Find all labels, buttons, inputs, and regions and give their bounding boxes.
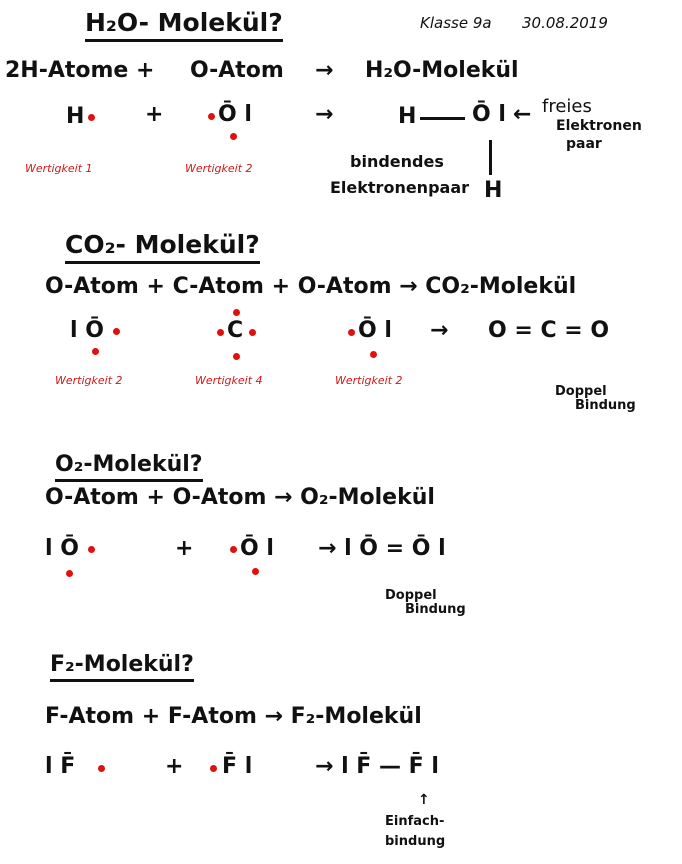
h2o-eq-left: 2H-Atome + — [5, 58, 155, 83]
electron-dot — [88, 114, 95, 121]
f2-equation: F-Atom + F-Atom → F₂-Molekül — [45, 704, 422, 729]
reaction-arrow: → — [315, 102, 334, 127]
electron-dot — [217, 329, 224, 336]
f-atom: F̄ l — [222, 754, 253, 779]
plus-sign: + — [165, 754, 184, 779]
electron-dot — [370, 351, 377, 358]
o2-product: → l Ō = Ō l — [318, 536, 446, 561]
f2-title: F₂-Molekül? — [50, 652, 194, 682]
electron-dot — [348, 329, 355, 336]
free-pair-label-3: paar — [566, 136, 602, 152]
electron-dot — [249, 329, 256, 336]
valence-label: Wertigkeit 4 — [195, 374, 263, 387]
class-label: Klasse 9a — [420, 14, 492, 32]
electron-dot — [98, 765, 105, 772]
valence-label: Wertigkeit 2 — [335, 374, 403, 387]
product-h2: H — [484, 178, 503, 203]
electron-dot — [233, 353, 240, 360]
electron-dot — [113, 328, 120, 335]
up-arrow: ↑ — [418, 792, 430, 808]
o-atom: Ō l — [240, 536, 274, 561]
electron-dot — [252, 568, 259, 575]
bond-label-1: Doppel — [385, 588, 437, 603]
plus-sign: + — [175, 536, 194, 561]
electron-dot — [233, 309, 240, 316]
o-atom: l Ō — [70, 318, 104, 343]
c-atom: C — [227, 318, 244, 343]
product-o: Ō l — [472, 102, 506, 127]
electron-dot — [66, 570, 73, 577]
valence-label: Wertigkeit 1 — [25, 162, 93, 175]
pointer-arrow: ← — [513, 102, 532, 127]
bond-label-2: bindung — [385, 834, 446, 849]
electron-dot — [230, 546, 237, 553]
o2-title: O₂-Molekül? — [55, 452, 203, 482]
electron-dot — [210, 765, 217, 772]
o-atom: Ō l — [218, 102, 252, 127]
bond-label-1: Einfach- — [385, 814, 445, 829]
bond-label-2: Bindung — [575, 398, 636, 413]
free-pair-label-1: freies — [542, 96, 592, 117]
h2o-eq-right: H₂O-Molekül — [365, 58, 519, 83]
bond-line — [420, 117, 465, 120]
plus-sign: + — [145, 102, 164, 127]
o-atom: l Ō — [45, 536, 79, 561]
co2-title: CO₂- Molekül? — [65, 230, 260, 264]
electron-dot — [208, 113, 215, 120]
electron-dot — [92, 348, 99, 355]
date-label: 30.08.2019 — [522, 14, 608, 32]
electron-dot — [230, 133, 237, 140]
o-atom: Ō l — [358, 318, 392, 343]
bond-label-1: Doppel — [555, 384, 607, 399]
h2o-title: H₂O- Molekül? — [85, 8, 283, 42]
product-h: H — [398, 104, 417, 129]
f-atom: l F̄ — [45, 754, 76, 779]
reaction-arrow: → — [430, 318, 449, 343]
h2o-eq-middle: O-Atom — [190, 58, 284, 83]
valence-label: Wertigkeit 2 — [185, 162, 253, 175]
o2-equation: O-Atom + O-Atom → O₂-Molekül — [45, 485, 435, 510]
co2-equation: O-Atom + C-Atom + O-Atom → CO₂-Molekül — [45, 274, 577, 299]
free-pair-label-2: Elektronen — [556, 118, 642, 134]
h-atom: H — [66, 104, 85, 129]
bonding-pair-label-1: bindendes — [350, 152, 444, 171]
f2-product: → l F̄ — F̄ l — [315, 754, 439, 779]
co2-product: O = C = O — [488, 318, 610, 343]
h2o-eq-arrow: → — [315, 58, 334, 83]
bond-line — [489, 140, 492, 175]
bonding-pair-label-2: Elektronenpaar — [330, 178, 470, 197]
valence-label: Wertigkeit 2 — [55, 374, 123, 387]
electron-dot — [88, 546, 95, 553]
bond-label-2: Bindung — [405, 602, 466, 617]
